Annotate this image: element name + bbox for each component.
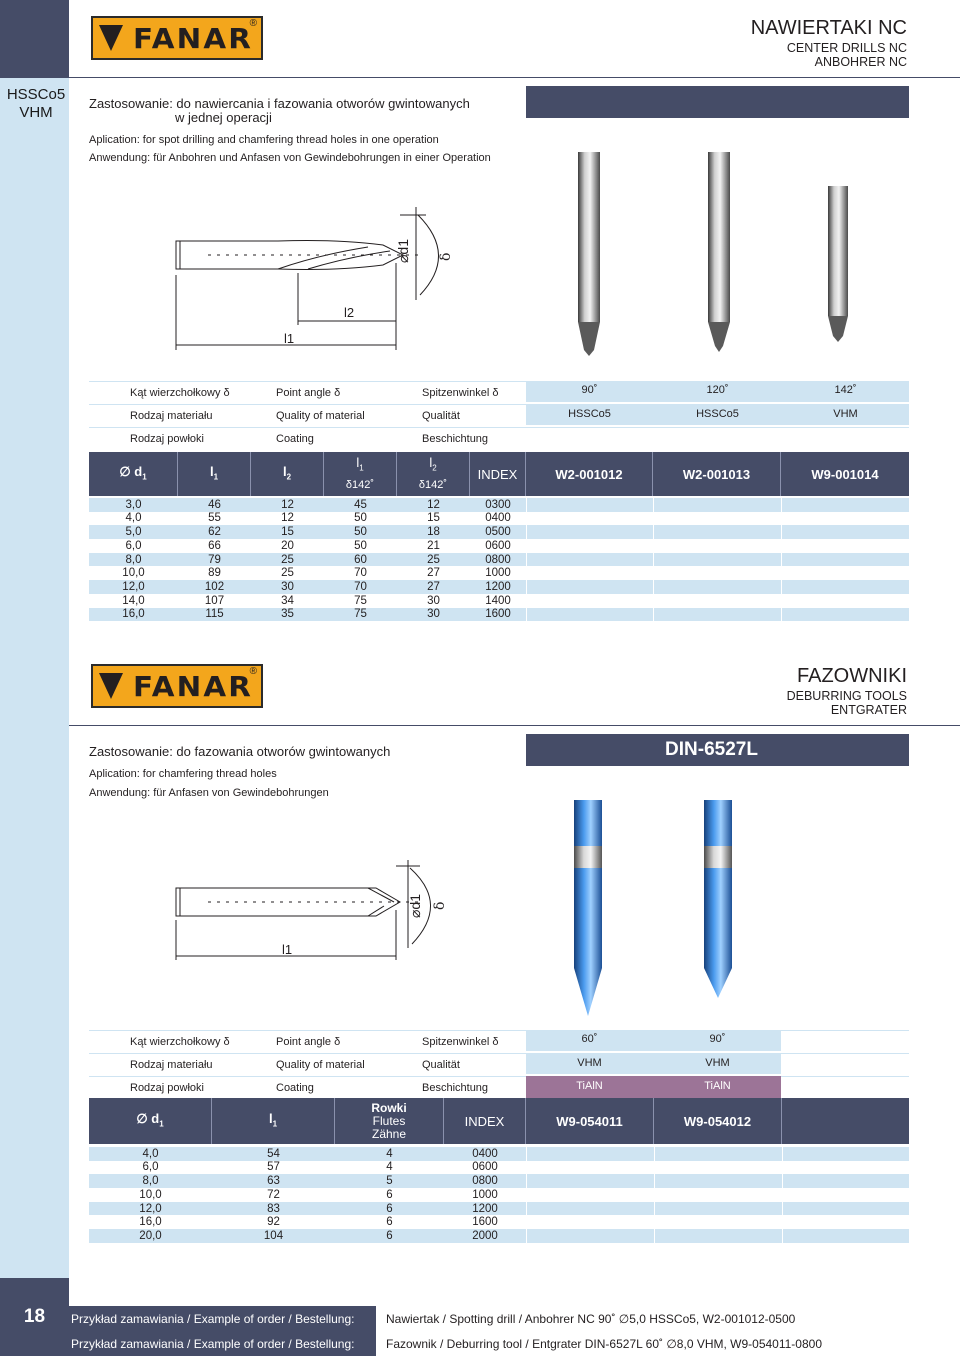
section2-application-pl: Zastosowanie: do fazowania otworów gwintowanych [89,744,391,759]
section2-rule [69,725,960,726]
table-cell: 20 [281,539,294,552]
table-cell: 5 [386,1175,393,1188]
prop-angle-en: Point angle δ [276,1036,341,1048]
prop-angle-de: Spitzenwinkel δ [422,387,499,399]
section2-properties [89,1030,909,1100]
header-l2-142: $l_2$ δ142˚ [397,452,470,496]
table-cell: 1000 [485,567,511,580]
angle-value: 120˚ [706,384,729,396]
table-cell: 27 [427,567,440,580]
header-code: W9-054012 [654,1098,782,1144]
section2-subtitle-de: ENTGRATER [830,703,907,717]
table-cell: 0600 [472,1161,498,1174]
table-row [89,512,909,526]
coating-value: TiAlN [704,1080,731,1092]
table-cell: 0400 [472,1147,498,1160]
prop-coating-en: Coating [276,433,314,445]
table-cell: 3,0 [125,498,142,511]
side-label-line: VHM [19,104,53,121]
table-cell-empty [653,594,781,608]
table-cell: 72 [267,1188,280,1201]
diagram-d1-label: ⌀d1 [407,893,423,918]
table-cell: 92 [267,1216,280,1229]
registered-mark: ® [249,18,257,29]
header-d1: ∅ $d_1$ [89,452,178,496]
spot-drill-photos [560,150,900,360]
table-cell: 107 [204,594,225,607]
table-cell-empty [781,512,909,526]
order-example-row [69,1331,960,1356]
table-cell-empty [654,1202,782,1216]
table-cell: 1000 [472,1188,498,1201]
header-code: W2-001012 [526,452,653,496]
table-cell: 50 [354,512,367,525]
table-cell: 10,0 [139,1188,162,1201]
table-cell: 34 [281,594,294,607]
section1-properties [89,381,909,461]
table-cell: 8,0 [142,1175,159,1188]
fanar-logo [91,664,263,708]
table-cell: 12 [427,498,440,511]
table-cell-empty [526,1216,654,1230]
prop-material-de: Qualität [422,1059,460,1071]
spot-drill-diagram [168,195,468,355]
header-flutes: Rowki Flutes Zähne [335,1098,444,1144]
table-cell-empty [526,539,653,553]
header-l2: $l_2$ [251,452,324,496]
table-cell: 83 [267,1202,280,1215]
table-cell-empty [782,1202,909,1216]
side-label-line: HSSCo5 [6,86,66,103]
table-cell: 1200 [472,1202,498,1215]
table-cell-empty [653,525,781,539]
table-cell: 15 [281,526,294,539]
table-cell: 0800 [472,1175,498,1188]
prop-material-en: Quality of material [276,1059,365,1071]
table-cell: 30 [427,594,440,607]
table-cell-empty [653,580,781,594]
table-row [89,525,909,539]
table-row [89,1174,909,1188]
table-cell: 0500 [485,526,511,539]
table-cell-empty [654,1174,782,1188]
section1-application-en: Aplication: for spot drilling and chamfering thread holes in one operation [89,134,439,146]
table-cell: 63 [267,1175,280,1188]
fanar-logo [91,16,263,60]
section1-title: NAWIERTAKI NC [750,17,907,39]
table-cell: 15 [427,512,440,525]
coating-value: TiAlN [576,1080,603,1092]
table-row [89,539,909,553]
table-cell: 79 [208,553,221,566]
table-cell-empty [782,1174,909,1188]
table-cell-empty [526,567,653,581]
prop-material-de: Qualität [422,410,460,422]
table-cell-empty [782,1229,909,1243]
table-row [89,1188,909,1202]
registered-mark: ® [249,666,257,677]
material-value: HSSCo5 [696,408,739,420]
material-value: HSSCo5 [568,408,611,420]
table-cell-empty [654,1147,782,1161]
table-cell: 14,0 [122,594,145,607]
table-cell-empty [781,567,909,581]
table-cell: 6,0 [125,539,142,552]
table-cell-empty [781,539,909,553]
order-example-row [69,1306,960,1331]
prop-angle-pl: Kąt wierzchołkowy δ [130,1036,230,1048]
section1-table-header [89,452,909,496]
section1-subtitle-de: ANBOHRER NC [814,55,907,69]
header-l1-142: $l_1$ δ142˚ [324,452,397,496]
page-number: 18 [23,1306,46,1327]
table-cell: 12 [281,498,294,511]
tool-photo-142 [828,186,848,342]
header-code: W2-001013 [653,452,781,496]
table-cell-empty [781,498,909,512]
section1-application-pl-2: w jednej operacji [175,110,272,125]
section1-application-de: Anwendung: für Anbohren und Anfasen von Gewindebohrungen in einer Operation [89,152,491,164]
table-cell-empty [526,1229,654,1243]
table-cell-empty [653,608,781,622]
header-code: W9-054011 [526,1098,654,1144]
prop-material-pl: Rodzaj materiału [130,410,213,422]
table-row [89,498,909,512]
table-cell-empty [526,580,653,594]
section2-title: FAZOWNIKI [797,665,907,687]
table-cell-empty [781,553,909,567]
table-cell: 21 [427,539,440,552]
section2-subtitle-en: DEBURRING TOOLS [786,689,907,703]
angle-value: 142˚ [834,384,857,396]
table-cell: 45 [354,498,367,511]
table-row [89,1216,909,1230]
table-cell: 1600 [485,608,511,621]
table-cell-empty [653,512,781,526]
table-cell: 62 [208,526,221,539]
side-material-label [0,86,72,122]
prop-angle-pl: Kąt wierzchołkowy δ [130,387,230,399]
angle-value: 60˚ [581,1033,598,1045]
table-cell-empty [653,539,781,553]
table-cell: 4,0 [125,512,142,525]
section1-header-bar [526,86,909,118]
left-top-block [0,0,69,78]
table-cell: 6 [386,1216,393,1229]
table-cell: 18 [427,526,440,539]
table-cell: 1600 [472,1216,498,1229]
table-row [89,567,909,581]
tool-photo-90 [704,800,732,998]
table-cell-empty [526,594,653,608]
table-cell-empty [526,1202,654,1216]
table-cell: 1200 [485,580,511,593]
diagram-l2-label: l2 [344,305,355,320]
table-cell-empty [653,567,781,581]
table-cell-empty [781,608,909,622]
prop-coating-de: Beschichtung [422,433,489,445]
diagram-d1-label: ⌀d1 [395,238,411,263]
table-cell-empty [782,1188,909,1202]
table-cell: 46 [208,498,221,511]
table-cell: 8,0 [125,553,142,566]
table-cell: 54 [267,1147,280,1160]
table-cell: 0600 [485,539,511,552]
logo-v-mark [99,25,123,51]
diagram-delta-label: δ [432,901,448,910]
order-example-value: Fazownik / Deburring tool / Entgrater DIN-6527L 60˚ ∅8,0 VHM, W9-054011-0800 [386,1336,822,1351]
section1-rule [69,77,960,78]
prop-coating-pl: Rodzaj powłoki [130,1082,204,1094]
header-l1: $l_1$ [178,452,251,496]
norm-label: DIN-6527L [665,739,758,760]
table-cell: 0300 [485,498,511,511]
table-cell-empty [781,525,909,539]
section2-application-de: Anwendung: für Anfasen von Gewindebohrungen [89,787,329,799]
section1-subtitle-en: CENTER DRILLS NC [786,41,907,55]
table-cell: 16,0 [122,608,145,621]
table-cell: 4,0 [142,1147,159,1160]
header-empty [782,1098,909,1144]
table-cell: 66 [208,539,221,552]
header-l1: $l_1$ [212,1098,335,1144]
header-code: W9-001014 [811,466,879,482]
table-row [89,580,909,594]
order-example-value: Nawiertak / Spotting drill / Anbohrer NC 90˚ ∅5,0 HSSCo5, W2-001012-0500 [386,1311,796,1326]
tool-photo-60 [574,800,602,1016]
table-cell-empty [654,1161,782,1175]
table-row [89,608,909,622]
section2-application-en: Aplication: for chamfering thread holes [89,768,277,780]
table-cell-empty [526,1188,654,1202]
diagram-l1-label: l1 [284,331,295,346]
table-cell: 89 [208,567,221,580]
section2-header-bar [526,734,909,766]
table-cell: 60 [354,553,367,566]
table-cell-empty [526,512,653,526]
tool-photo-90 [578,152,600,356]
header-index: INDEX [444,1098,526,1144]
table-cell: 1400 [485,594,511,607]
table-cell: 12,0 [139,1202,162,1215]
header-index: INDEX [470,452,526,496]
table-cell: 4 [386,1161,393,1174]
table-cell-empty [653,498,781,512]
table-cell: 6,0 [142,1161,159,1174]
deburring-tool-diagram [168,860,468,965]
prop-material-en: Quality of material [276,410,365,422]
table-cell-empty [526,1174,654,1188]
table-cell: 50 [354,539,367,552]
table-cell-empty [781,594,909,608]
order-example-label: Przykład zamawiania / Example of order / Bestellung: [69,1306,376,1331]
table-cell-empty [526,525,653,539]
table-cell: 20,0 [139,1229,162,1242]
logo-text: FANAR [133,22,253,55]
table-cell: 0800 [485,553,511,566]
table-cell-empty [782,1216,909,1230]
table-row [89,1161,909,1175]
table-row [89,594,909,608]
table-row [89,1147,909,1161]
table-cell: 115 [205,608,224,621]
logo-text: FANAR [133,670,253,703]
table-cell-empty [782,1147,909,1161]
table-cell: 75 [354,594,367,607]
table-cell-empty [526,553,653,567]
header-d1: ∅ $d_1$ [89,1098,212,1144]
deburring-tool-photos [560,798,760,1020]
table-cell: 30 [427,608,440,621]
logo-v-mark [99,673,123,699]
table-cell: 5,0 [125,526,142,539]
prop-angle-de: Spitzenwinkel δ [422,1036,499,1048]
table-cell-empty [653,553,781,567]
angle-value: 90˚ [709,1033,726,1045]
diagram-delta-label: δ [438,252,454,261]
table-cell: 0400 [485,512,511,525]
table-cell: 50 [354,526,367,539]
prop-angle-en: Point angle δ [276,387,341,399]
table-cell: 2000 [472,1229,498,1242]
material-value: VHM [577,1057,602,1069]
table-cell-empty [526,1147,654,1161]
table-cell: 104 [263,1229,284,1242]
table-cell: 27 [427,580,440,593]
prop-material-pl: Rodzaj materiału [130,1059,213,1071]
table-row [89,1202,909,1216]
table-cell: 70 [354,567,367,580]
material-value: VHM [705,1057,730,1069]
table-cell-empty [526,498,653,512]
table-cell: 12,0 [122,580,145,593]
diagram-l1-label: l1 [282,942,293,957]
angle-value: 90˚ [581,384,598,396]
table-cell-empty [654,1216,782,1230]
table-cell: 70 [354,580,367,593]
table-cell: 6 [386,1229,393,1242]
table-cell: 4 [386,1147,393,1160]
section2-table-header [89,1098,909,1144]
table-cell: 75 [354,608,367,621]
material-value: VHM [833,408,858,420]
table-cell: 25 [427,553,440,566]
table-cell: 30 [281,580,294,593]
table-cell: 25 [281,567,294,580]
table-cell-empty [526,1161,654,1175]
table-cell: 55 [208,512,221,525]
table-cell: 35 [281,608,294,621]
table-cell: 10,0 [122,567,145,580]
tool-photo-120 [708,152,730,352]
left-side-band [0,78,69,1278]
table-row [89,553,909,567]
table-cell: 12 [281,512,294,525]
prop-coating-pl: Rodzaj powłoki [130,433,204,445]
table-cell: 57 [267,1161,280,1174]
table-cell-empty [654,1188,782,1202]
table-cell: 6 [386,1202,393,1215]
table-row [89,1229,909,1243]
order-example-label: Przykład zamawiania / Example of order / Bestellung: [69,1331,376,1356]
table-cell-empty [781,580,909,594]
table-cell-empty [526,608,653,622]
prop-coating-de: Beschichtung [422,1082,489,1094]
table-cell-empty [654,1229,782,1243]
prop-coating-en: Coating [276,1082,314,1094]
table-cell: 6 [386,1188,393,1201]
table-cell: 102 [204,580,225,593]
section1-application-pl: Zastosowanie: do nawiercania i fazowania otworów gwintowanych [89,96,470,111]
table-cell: 25 [281,553,294,566]
table-cell: 16,0 [139,1216,162,1229]
table-cell-empty [782,1161,909,1175]
